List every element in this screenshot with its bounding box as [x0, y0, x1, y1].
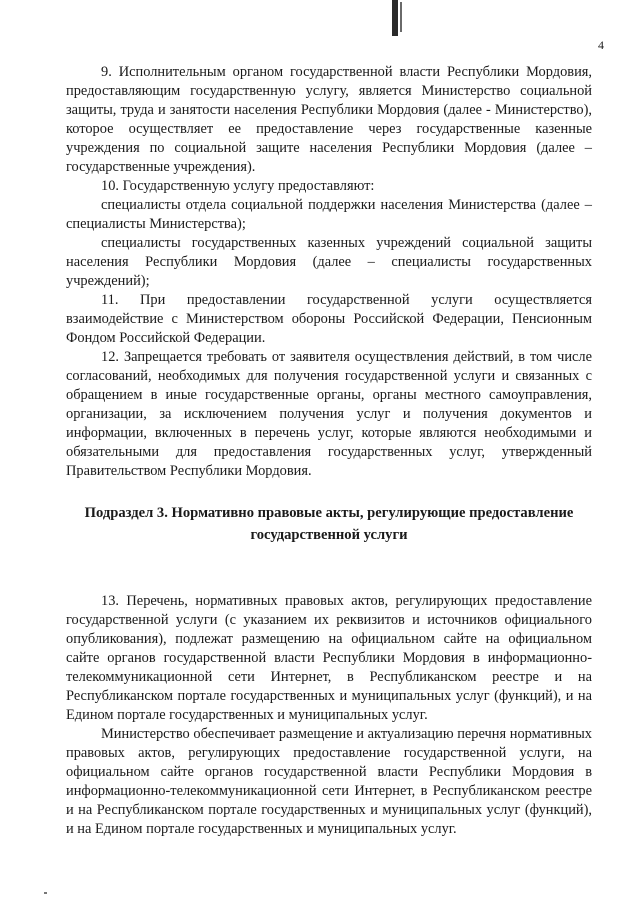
binder-mark-shadow [400, 2, 402, 32]
paragraph-10: 10. Государственную услугу предоставляют: [101, 178, 375, 194]
paragraph-12: 12. Запрещается требовать от заявителя осуществления действий, в том числе согласований, необходимых для получения государственной услуги и связанных с обращением в иные государственные органы, органы местного самоуправления, организации, за исключением получения услуг и получения документов и информации, включенных в перечень услуг, которые являются необходимыми и обязательными для предоставления государственных услуг, утвержденный Правительством Республики Мордовия. [66, 349, 592, 479]
page-number: 4 [598, 38, 604, 52]
scan-speck [44, 892, 47, 894]
list-item-ministry-specialists: специалисты отдела социальной поддержки населения Министерства (далее – специалисты Министерства); [66, 197, 592, 232]
section-heading: Подраздел 3. Нормативно правовые акты, регулирующие предоставление государственной услуги [84, 505, 574, 543]
document-body [66, 63, 592, 839]
binder-mark [392, 0, 398, 36]
list-item-institution-specialists: специалисты государственных казенных учреждений социальной защиты населения Республики Мордовия (далее – специалисты государственных учреждений); [66, 235, 592, 289]
paragraph-ministry-publication: Министерство обеспечивает размещение и актуализацию перечня нормативных правовых актов, регулирующих предоставление государственной услуги, на официальном сайте органов государственной власти Республики Мордовия в информационно-телекоммуникационной сети Интернет, в Республиканском реестре и на Республиканском портале государственных и муниципальных услуг (функций), и на Едином портале государственных и муниципальных услуг. [66, 726, 592, 837]
paragraph-11: 11. При предоставлении государственной услуги осуществляется взаимодействие с Министерством обороны Российской Федерации, Пенсионным Фондом Российской Федерации. [66, 292, 592, 346]
paragraph-13: 13. Перечень, нормативных правовых актов, регулирующих предоставление государственной услуги (с указанием их реквизитов и источников официального опубликования), подлежат размещению на официальном сайте на официальном сайте органов государственной власти Республики Мордовия в информационно-телекоммуникационной сети Интернет, в Республиканском реестре и на Республиканском портале государственных и муниципальных услуг (функций), и на Едином портале государственных и муниципальных услуг. [66, 593, 592, 723]
paragraph-9: 9. Исполнительным органом государственной власти Республики Мордовия, предоставляющим государственную услугу, является Министерство социальной защиты, труда и занятости населения Республики Мордовия (далее - Министерство), которое осуществляет ее предоставление через государственные казенные учреждения по социальной защите населения Республики Мордовия (далее – государственные учреждения). [66, 64, 592, 175]
